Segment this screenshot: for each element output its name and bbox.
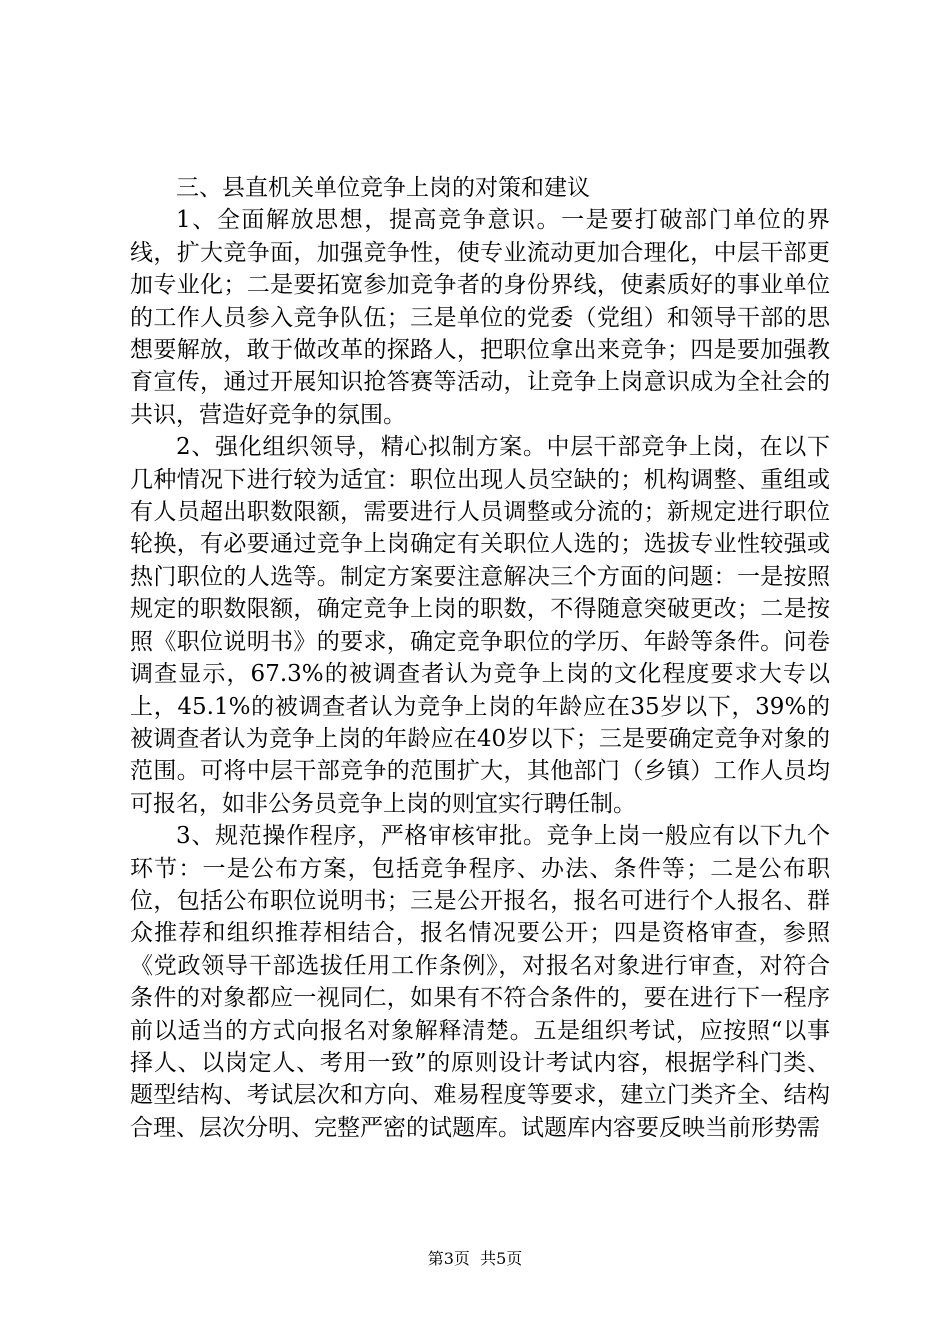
paragraph-1: 1、全面解放思想，提高竞争意识。一是要打破部门单位的界线，扩大竞争面，加强竞争性，使专业流动更加合理化，中层干部更加专业化；二是要拓宽参加竞争者的身份界线，使素质好的事业单位的工作人员参入竞争队伍；三是单位的党委（党组）和领导干部的思想要解放，敢于做改革的探路人，把职位拿出来竞争；四是要加强教育宣传，通过开展知识抢答赛等活动，让竞争上岗意识成为全社会的共识，营造好竞争的氛围。	[130, 207, 830, 428]
section-heading: 三、县直机关单位竞争上岗的对策和建议	[176, 175, 590, 201]
document-body	[130, 172, 830, 1144]
page-footer	[0, 1249, 950, 1269]
footer-spacer	[470, 1249, 480, 1268]
paragraph-2: 2、强化组织领导，精心拟制方案。中层干部竞争上岗，在以下几种情况下进行较为适宜：职位出现人员空缺的；机构调整、重组或有人员超出职数限额，需要进行人员调整或分流的；新规定进行职位轮换，有必要通过竞争上岗确定有关职位人选的；选拔专业性较强或热门职位的人选等。制定方案要注意解决三个方面的问题：一是按照规定的职数限额，确定竞争上岗的职数，不得随意突破更改；二是按照《职位说明书》的要求，确定竞争职位的学历、年龄等条件。问卷调查显示，67.3%的被调查者认为竞争上岗的文化程度要求大专以上，45.1%的被调查者认为竞争上岗的年龄应在35岁以下，39%的被调查者认为竞争上岗的年龄应在40岁以下；三是要确定竞争对象的范围。可将中层干部竞争的范围扩大，其他部门（乡镇）工作人员均可报名，如非公务员竞争上岗的则宜实行聘任制。	[130, 434, 830, 817]
page-total: 共5页	[480, 1249, 523, 1268]
paragraph-3: 3、规范操作程序，严格审核审批。竞争上岗一般应有以下九个环节：一是公布方案，包括竞争程序、办法、条件等；二是公布职位，包括公布职位说明书；三是公开报名，报名可进行个人报名、群众推荐和组织推荐相结合，报名情况要公开；四是资格审查，参照《党政领导干部选拔任用工作条例》，对报名对象进行审查，对符合条件的对象都应一视同仁，如果有不符合条件的，要在进行下一程序前以适当的方式向报名对象解释清楚。五是组织考试，应按照“以事择人、以岗定人、考用一致”的原则设计考试内容，根据学科门类、题型结构、考试层次和方向、难易程度等要求，建立门类齐全、结构合理、层次分明、完整严密的试题库。试题库内容要反映当前形势需	[130, 823, 830, 1141]
page-number: 第3页	[427, 1249, 470, 1268]
